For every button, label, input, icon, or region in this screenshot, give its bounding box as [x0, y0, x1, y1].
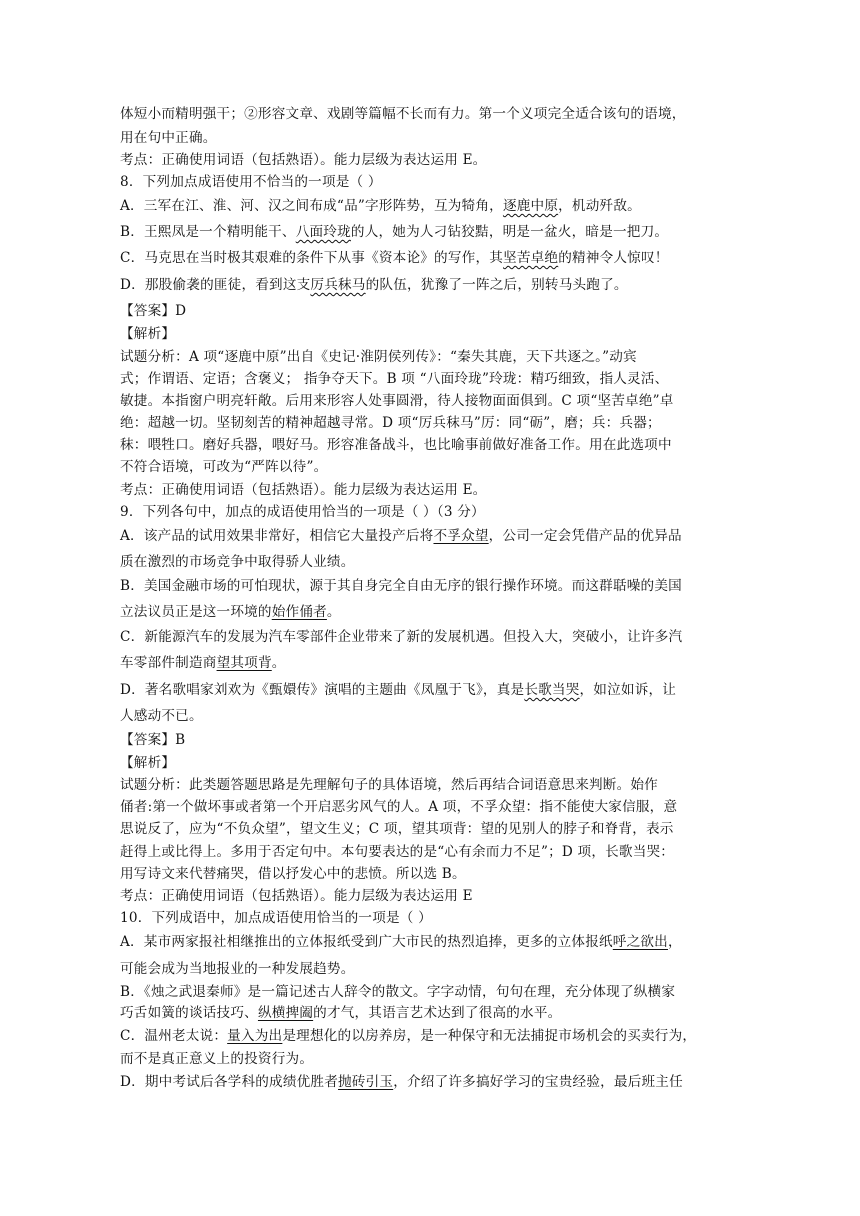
text-run: 赶得上或比得上。多用于否定句中。本句要表达的是“心有余而力不足”；D 项，长歌当哭：	[120, 844, 675, 860]
text-line	[120, 1073, 750, 1091]
text-line	[120, 960, 750, 978]
text-line	[120, 553, 750, 571]
text-line	[120, 933, 750, 951]
text-line	[120, 887, 750, 905]
text-run: 而不是真正意义上的投资行为。	[120, 1051, 314, 1067]
text-line	[120, 325, 750, 343]
text-run: 立法议员正是这一环境的	[120, 604, 272, 620]
text-run: 的才气，其语言艺术达到了很高的水平。	[313, 1005, 562, 1021]
text-run: 体短小而精明强干；②形容文章、戏剧等篇幅不长而有力。第一个义项完全适合该句的语境，	[120, 106, 686, 122]
text-line	[120, 1004, 750, 1022]
text-line	[120, 983, 750, 1001]
text-run: 【答案】D	[120, 303, 187, 319]
text-run: 考点：正确使用词语（包括熟语）。能力层级为表达运用 E	[120, 888, 473, 904]
text-run: 可能会成为当地报业的一种发展趋势。	[120, 961, 355, 977]
text-line	[120, 129, 750, 147]
marked-idiom: 呼之欲出	[612, 934, 668, 950]
text-run: 考点：正确使用词语（包括熟语）。能力层级为表达运用 E。	[120, 482, 487, 498]
text-line	[120, 909, 750, 927]
text-run: 试题分析：此类题答题思路是先理解句子的具体语境，然后再结合词语意思来判断。始作	[120, 777, 658, 793]
text-run: B．《烛之武退秦师》是一篇记述古人辞令的散文。字字动情，句句在理，充分体现了纵横家	[120, 984, 676, 1000]
text-run: A．某市两家报社相继推出的立体报纸受到广大市民的热烈追捧，更多的立体报纸	[120, 934, 613, 950]
text-run: ，公司一定会凭借产品的优异品	[488, 528, 682, 544]
marked-idiom: 厉兵秣马	[310, 277, 366, 293]
text-run: 考点：正确使用词语（包括熟语）。能力层级为表达运用 E。	[120, 152, 487, 168]
text-line	[120, 1027, 750, 1045]
text-line	[120, 173, 750, 191]
marked-idiom: 抛砖引玉	[338, 1074, 394, 1090]
text-run: ，机动歼敌。	[558, 198, 641, 214]
text-line	[120, 654, 750, 672]
text-run: C．温州老太说：	[120, 1028, 228, 1044]
text-line	[120, 414, 750, 432]
marked-idiom: 始作俑者	[271, 604, 327, 620]
text-run: A．三军在江、淮、河、汉之间布成“品”字形阵势，互为犄角，	[120, 198, 503, 214]
text-run: ，如泣如诉，让	[579, 682, 677, 698]
text-line	[120, 681, 750, 699]
text-run: 的精神令人惊叹！	[558, 250, 669, 266]
text-run: 绝：超越一切。坚韧刻苦的精神超越寻常。D 项“厉兵秣马”厉：同“砺”，磨；兵：兵器；	[120, 415, 661, 431]
text-run: 【解析】	[120, 326, 176, 342]
text-run: 用写诗文来代替痛哭，借以抒发心中的悲愤。所以选 B。	[120, 866, 466, 882]
text-run: A．该产品的试用效果非常好，相信它大量投产后将	[120, 528, 434, 544]
text-line	[120, 820, 750, 838]
text-run: 用在句中正确。	[120, 130, 217, 146]
text-run: 【答案】B	[120, 732, 186, 748]
text-run: 俑者:第一个做坏事或者第一个开启恶劣风气的人。A 项，不孚众望：指不能使大家信服，意	[120, 799, 678, 815]
text-run: B．王熙凤是一个精明能干、	[120, 224, 296, 240]
text-run: 人感动不已。	[120, 708, 203, 724]
text-run: 。	[326, 604, 341, 620]
text-line	[120, 731, 750, 749]
text-run: 不符合语境，可改为“严阵以待”。	[120, 459, 328, 475]
marked-idiom: 长歌当哭	[524, 682, 580, 698]
text-run: 式；作谓语、定语；含褒义； 指争夺天下。B 项 “八面玲珑”玲珑：精巧细致，指人灵活、	[120, 371, 669, 387]
text-run: 的人，她为人刁钻狡黠，明是一盆火，暗是一把刀。	[350, 224, 669, 240]
text-run: 车零部件制造商	[120, 655, 217, 671]
text-line	[120, 197, 750, 215]
text-line	[120, 458, 750, 476]
text-run: 【解析】	[120, 755, 176, 771]
text-line	[120, 577, 750, 595]
marked-idiom: 望其项背	[216, 655, 272, 671]
text-run: 敏捷。本指窗户明亮轩敞。后用来形容人处事圆滑，待人接物面面俱到。C 项“坚苦卓绝”卓	[120, 393, 674, 409]
text-line	[120, 392, 750, 410]
text-line	[120, 527, 750, 545]
text-line	[120, 707, 750, 725]
text-run: 。	[271, 655, 286, 671]
text-run: 10．下列成语中，加点成语使用恰当的一项是（ ）	[120, 910, 432, 926]
text-line	[120, 843, 750, 861]
text-line	[120, 503, 750, 521]
text-run: C．马克思在当时极其艰难的条件下从事《资本论》的写作，其	[120, 250, 504, 266]
text-line	[120, 1050, 750, 1068]
text-line	[120, 776, 750, 794]
marked-idiom: 坚苦卓绝	[503, 250, 559, 266]
text-run: 9．下列各句中，加点的成语使用恰当的一项是（ ）（3 分）	[120, 504, 485, 520]
text-run: 质在激烈的市场竞争中取得骄人业绩。	[120, 554, 355, 570]
text-line	[120, 754, 750, 772]
text-line	[120, 249, 750, 267]
text-run: 思说反了，应为“不负众望”，望文生义；C 项，望其项背：望的见别人的脖子和脊背，表示	[120, 821, 674, 837]
text-run: D．那股偷袭的匪徒，看到这支	[120, 277, 311, 293]
marked-idiom: 纵横捭阖	[257, 1005, 314, 1021]
text-run: 是理想化的以房养房，是一种保守和无法捕捉市场机会的买卖行为，	[282, 1028, 697, 1044]
text-run: C．新能源汽车的发展为汽车零部件企业带来了新的发展机遇。但投入大，突破小，让许多汽	[120, 629, 683, 645]
text-run: ，	[667, 934, 682, 950]
text-run: 8．下列加点成语使用不恰当的一项是（ ）	[120, 174, 382, 190]
text-run: D．著名歌唱家刘欢为《甄嬛传》演唱的主题曲《凤凰于飞》，真是	[120, 682, 525, 698]
text-run: B．美国金融市场的可怕现状，源于其自身完全自由无序的银行操作环境。而这群聒噪的美国	[120, 578, 682, 594]
text-run: 试题分析：A 项“逐鹿中原”出自《史记·淮阴侯列传》：“秦失其鹿，天下共逐之。”动宾	[120, 349, 637, 365]
text-line	[120, 865, 750, 883]
text-line	[120, 370, 750, 388]
text-run: 的队伍，犹豫了一阵之后，别转马头跑了。	[365, 277, 628, 293]
text-line	[120, 151, 750, 169]
marked-idiom: 不孚众望	[433, 528, 489, 544]
text-run: 巧舌如簧的谈话技巧、	[120, 1005, 258, 1021]
marked-idiom: 逐鹿中原	[502, 198, 559, 214]
text-run: ，介绍了许多搞好学习的宝贵经验，最后班主任	[393, 1074, 683, 1090]
text-line	[120, 105, 750, 123]
text-line	[120, 223, 750, 241]
text-line	[120, 276, 750, 294]
text-line	[120, 628, 750, 646]
text-line	[120, 481, 750, 499]
text-run: D．期中考试后各学科的成绩优胜者	[120, 1074, 339, 1090]
text-line	[120, 798, 750, 816]
text-line	[120, 348, 750, 366]
marked-idiom: 量入为出	[227, 1028, 283, 1044]
text-line	[120, 603, 750, 621]
text-line	[120, 436, 750, 454]
text-line	[120, 302, 750, 320]
text-run: 秣：喂牲口。磨好兵器，喂好马。形容准备战斗，也比喻事前做好准备工作。用在此选项中	[120, 437, 672, 453]
marked-idiom: 八面玲珑	[295, 224, 351, 240]
